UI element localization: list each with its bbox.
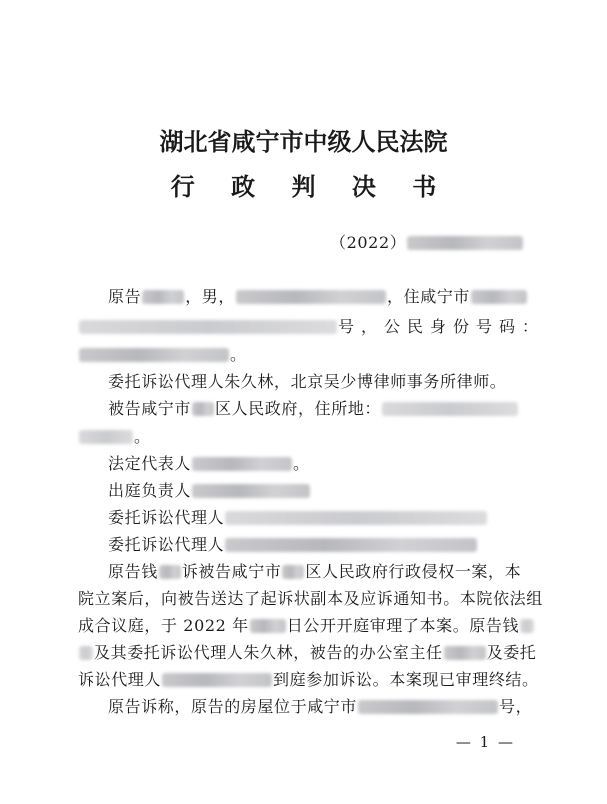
paragraph-plaintiff-cont	[78, 317, 546, 337]
text-segment: 被告咸宁市	[108, 399, 192, 418]
redacted-id-number	[79, 348, 229, 362]
redacted-birthdate	[236, 290, 386, 304]
text-segment: 。	[293, 454, 310, 473]
text-segment: 到庭参加诉讼。本案现已审理终结。	[273, 670, 539, 689]
redacted-address	[471, 290, 527, 304]
redacted-name	[520, 619, 534, 633]
redacted-address	[382, 402, 518, 416]
page-number: — 1 —	[455, 733, 515, 751]
text-segment: 委托诉讼代理人	[108, 535, 225, 554]
redacted-district	[192, 402, 214, 416]
redacted-case-number	[407, 236, 523, 250]
text-segment: 区人民政府，住所地：	[215, 399, 382, 418]
paragraph-defendant-agent-2	[108, 535, 563, 555]
redacted-name	[444, 646, 486, 660]
paragraph-plaintiff-claims	[108, 697, 548, 717]
text-segment: 。	[230, 345, 247, 364]
redacted-name-title	[192, 484, 310, 498]
text-segment: 号，公民身份号码：	[338, 317, 546, 336]
redacted-agent-info	[225, 538, 477, 552]
text-segment: 成合议庭，于 2022 年	[78, 616, 249, 635]
text-segment: ，住咸宁市	[387, 287, 471, 306]
redacted-name	[142, 290, 184, 304]
text-segment: ，男，	[185, 287, 236, 306]
document-type-title: 行 政 判 决 书	[170, 172, 451, 201]
text-segment: 诉被告咸宁市	[181, 562, 282, 581]
text-segment: 法定代表人	[108, 454, 192, 473]
redacted-name-title	[192, 457, 292, 471]
text-segment: 诉讼代理人	[78, 670, 162, 689]
text-segment: 。	[134, 427, 151, 446]
paragraph-legal-representative	[108, 454, 563, 474]
paragraph-plaintiff	[108, 287, 548, 307]
paragraph-defendant-agent-1	[108, 508, 563, 528]
paragraph-plaintiff-agent: 委托诉讼代理人朱久林，北京吴少博律师事务所律师。	[108, 372, 507, 391]
redacted-address	[358, 700, 498, 714]
text-segment: 号，	[499, 697, 533, 716]
paragraph-plaintiff-id	[78, 345, 533, 365]
text-segment: 及委托	[486, 643, 537, 662]
court-name: 湖北省咸宁市中级人民法院	[159, 127, 448, 156]
paragraph-defendant	[108, 399, 548, 419]
case-number-prefix: （2022）	[330, 233, 407, 252]
text-segment: 委托诉讼代理人	[108, 508, 225, 527]
paragraph-appearing-official	[108, 481, 563, 501]
paragraph-case-summary	[108, 562, 548, 582]
redacted-address	[79, 320, 337, 334]
case-number	[330, 233, 524, 253]
redacted-district	[282, 565, 304, 579]
paragraph-defendant-cont	[78, 427, 533, 447]
paragraph-case-summary-cont	[78, 616, 533, 636]
redacted-date	[250, 619, 286, 633]
redacted-name	[79, 646, 93, 660]
text-segment: 原告钱	[108, 562, 158, 581]
text-segment: 出庭负责人	[108, 481, 192, 500]
paragraph-case-summary-cont	[78, 670, 539, 690]
redacted-name	[159, 565, 181, 579]
text-segment: 原告	[108, 287, 142, 306]
paragraph-case-summary-cont: 院立案后，向被告送达了起诉状副本及应诉通知书。本院依法组	[78, 589, 543, 608]
redacted-name	[162, 673, 272, 687]
redacted-agent-info	[225, 511, 487, 525]
redacted-address	[79, 430, 133, 444]
text-segment: 及其委托诉讼代理人朱久林，被告的办公室主任	[94, 643, 443, 662]
paragraph-case-summary-cont	[78, 643, 537, 663]
text-segment: 原告诉称，原告的房屋位于咸宁市	[108, 697, 358, 716]
text-segment: 日公开开庭审理了本案。原告钱	[286, 616, 520, 635]
text-segment: 区人民政府行政侵权一案，本	[305, 562, 522, 581]
